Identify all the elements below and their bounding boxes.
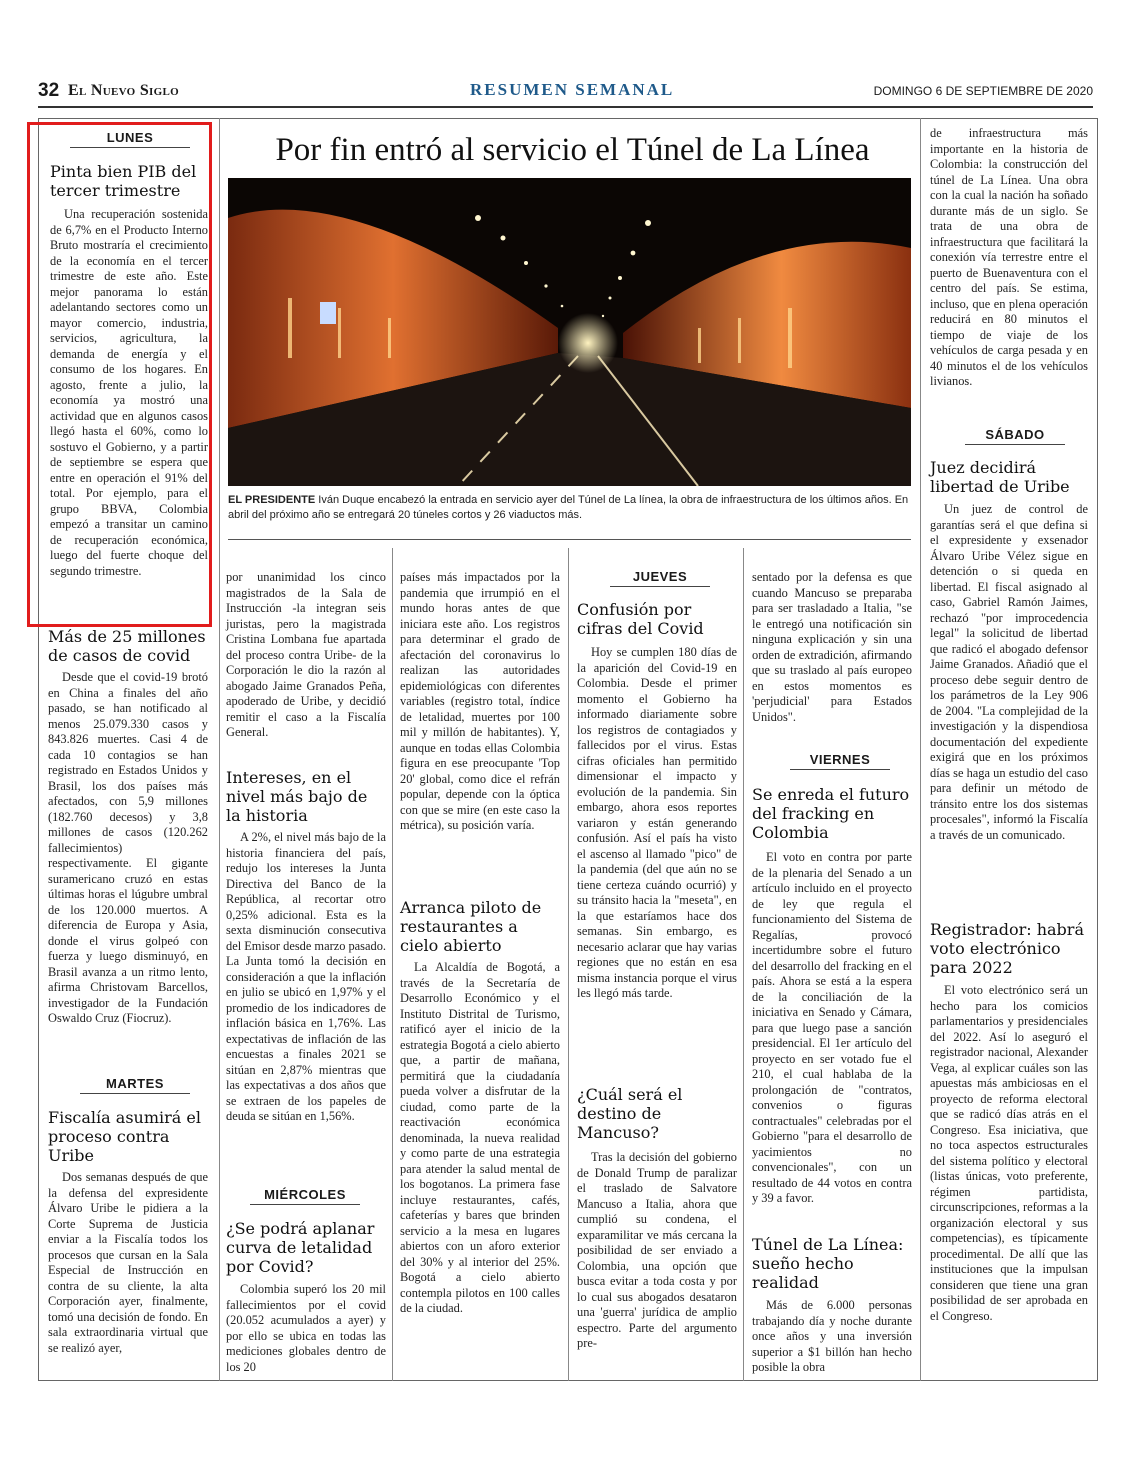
article-piloto: La Alcaldía de Bogotá, a través de la Secretaría de Desarrollo Económico y el Instituto Distrital de Turismo, ratificó ayer el inicio de la estrategia Bogotá a cielo abierto que, a partir de mañana, permitirá que la ciudadanía pueda volver a disfrutar de la ciudad, como parte de la reactivación económica denominada, la nueva realidad y como parte de una estrategia para atender la salud mental de los bogotanos. La primera fase incluye restaurantes, cafés, cafeterías y bares que brinden servicio a la mesa en lugares abiertos con un aforo exterior del 30% y al interior del 25%. Bogotá a cielo abierto contempla pilotos en 100 calles de la ciudad. [400,960,560,1315]
tunnel-image [228,178,911,486]
tunnel-photo [228,178,911,486]
section-title: RESUMEN SEMANAL [470,80,675,99]
article-fiscalia: Dos semanas después de que la defensa del expresidente Álvaro Uribe le pidiera a la Corte Suprema de Justicia enviar a la Fiscalía todos los procesos que cursan en la Sala Especial de Instrucción en contra de su cliente, la alta Corporación ayer, finalmente, tomó una decisión de fondo. En sala extraordinaria virtual que se realizó ayer, [48,1170,208,1355]
main-headline: Por fin entró al servicio el Túnel de La Línea [275,132,870,168]
headline-fiscalia: Fiscalía asumirá el proceso contra Uribe [48,1108,201,1165]
headline-covid: Más de 25 millones de casos de covid [48,627,206,665]
article-intereses: A 2%, el nivel más bajo de la historia financiera del país, redujo los intereses la Junta Directiva del Banco de la República, al recortar otro 0,25% adicional. Esta es la sexta disminución consecutiva del Emisor desde marzo pasado. La Junta tomó la decisión en consideración a que la inflación en julio se ubicó en 1,97% y el promedio de los indicadores de inflación básica en 1,76%. Las expectativas de inflación de las encuestas a finales 2021 se sitúan en 2,87% mientras que las expectativas a dos años que se extraen de los papeles de deuda se sitúan en 1,56%. [226,830,386,1123]
column-rule [743,548,744,1381]
headline-registrador: Registrador: habrá voto electrónico para 2022 [930,920,1084,977]
headline-cifras: Confusión por cifras del Covid [577,600,704,638]
column-rule [920,118,921,1381]
article-mancuso-continued: sentado por la defensa es que cuando Mancuso se preparaba para ser trasladado a Italia, "se le entregó una notificación sin ninguna explicación y sin una orden de extradición, afirmando que su traslado al país europeo en estos momentos es 'perjudicial' para Estados Unidos". [752,570,912,724]
headline-curva: ¿Se podrá aplanar curva de letalidad por Covid? [226,1219,375,1276]
headline-mancuso: ¿Cuál será el destino de Mancuso? [577,1085,683,1142]
article-covid: Desde que el covid-19 brotó en China a finales del año pasado, se han notificado al menos 25.079.330 casos y 843.826 muertes. Casi 4 de cada 10 contagios se han registrado en Estados Unidos y Brasil, los dos países más afectados, con 5,9 millones (182.760 decesos) y 3,8 millones de casos (120.262 fallecimientos) respectivamente. El gigante suramericano cruzó en estas últimas horas el lúgubre umbral de los 120.000 muertos. A diferencia de Europa y Asia, donde el virus golpeó con fuerza y luego disminuyó, en Brasil avanza a un ritmo lento, afirma Christovam Barcellos, investigador de la Fundación Oswaldo Cruz (Fiocruz). [48,670,208,1025]
header-rule [38,106,1093,108]
photo-caption [228,493,911,523]
page-number: 32 [38,80,60,101]
caption-rule [228,539,911,540]
article-juez: Un juez de control de garantías será el que defina si el expresidente y exsenador Álvaro Uribe Vélez sigue en detención o si queda en libertad. El fiscal asignado al caso, Gabriel Ramón Jaimes, rechazó "por improcedencia legal" la solicitud de libertad que radicó el abogado defensor Jaime Granados. Añadió que el proceso debe seguir dentro de los parámetros de la Ley 906 de 2004. "La complejidad de la investigación y la dispendiosa documentación del expediente exigirá que en los próximos días se haga un estudio del caso para definir un método de tránsito entre los dos sistemas procesales", informó la Fiscalía a través de un comunicado. [930,502,1088,842]
dateline: DOMINGO 6 DE SEPTIEMBRE DE 2020 [873,84,1093,98]
column-rule [392,548,393,1381]
article-mancuso: Tras la decisión del gobierno de Donald Trump de paralizar el traslado de Salvatore Mancuso a Italia, ahora que cumplió su condena, el exparamilitar ve más cercana la posibilidad de ser enviado a Colombia, una opción que busca evitar a toda costa y por lo cual sus abogados desataron una 'guerra' jurídica de amplio espectro. Parte del argumento pre- [577,1150,737,1350]
article-cifras: Hoy se cumplen 180 días de la aparición del Covid-19 en Colombia. Desde el primer momento el Gobierno ha informado diariamente sobre los registros de contagiados y fallecidos por el virus. Estas cifras oficiales han permitido dimensionar el impacto y evolución de la pandemia. Sin embargo, ahora esos reportes variaron y están generando confusión. Así el país ha visto el ascenso al llamado "pico" de la pandemia (del que aún no se tiene certeza cuándo ocurrió) y su tránsito hacia la "meseta", en la que estaríamos hace dos semanas. Sin embargo, es necesario aclarar que hay varias regiones que no están en esa misma instancia porque el virus les llegó más tarde. [577,645,737,1000]
article-tunel-continued: de infraestructura más importante en la historia de Colombia: la construcción del túnel de La Línea. Una obra con la cual la nación ha soñado durante más de un siglo. Se trata de una obra de infraestructura que facilitará la conexión vía terrestre entre el puerto de Buenaventura con el centro del país. Se estima, incluso, que en plena operación reducirá en 80 minutos el tiempo de viaje de los vehículos de carga pesada y en 40 minutos el de los vehículos livianos. [930,126,1088,388]
headline-tunel: Túnel de La Línea: sueño hecho realidad [752,1235,904,1292]
day-label-lunes: LUNES [70,130,190,148]
day-label-miercoles: MIÉRCOLES [250,1187,360,1205]
masthead: El Nuevo Siglo [68,82,179,99]
headline-intereses: Intereses, en el nivel más bajo de la historia [226,768,368,825]
article-curva: Colombia superó los 20 mil fallecimientos por el covid (20.052 acumulados a ayer) y por ello se ubica en todas las mediciones globales dentro de los 20 [226,1282,386,1374]
headline-juez: Juez decidirá libertad de Uribe [930,458,1070,496]
article-tunel: Más de 6.000 personas trabajando día y noche durante once años y una inversión superior a $1 billón han hecho posible la obra [752,1298,912,1374]
caption-lead: EL PRESIDENTE [228,494,316,506]
article-pib: Una recuperación sostenida de 6,7% en el Producto Interno Bruto mostraría el crecimiento de la economía en el tercer trimestre de este año. Este mejor panorama lo están adelantando sectores como un mayor comercio, industria, servicios, agricultura, la demanda de energía y el consumo de los hogares. En agosto, frente a julio, la economía ya mostró una actividad que en algunos casos llegó hasta el 60%, como lo sostuvo el Gobierno, y a partir de septiembre se espera que entre en operación el 91% del total. Por ejemplo, para el grupo BBVA, Colombia empezó a transitar un camino de recuperación económica, luego del fuerte choque del segundo trimestre. [50,207,208,578]
day-label-jueves: JUEVES [610,569,710,587]
article-curva-continued: países más impactados por la pandemia que irrumpió en el mundo horas antes de que iniciara este año. Los registros para determinar el grado de afectación del coronavirus lo realizan las autoridades epidemiológicas con diferentes variables (registro total, índice de letalidad, muertes por 100 mil y millón de habitantes). Y, aunque en todas ellas Colombia figura en ese preocupante 'Top 20' global, como dice el refrán popular, depende con la óptica con que se mire (en este caso la métrica), su posición varía. [400,570,560,832]
article-registrador: El voto electrónico será un hecho para los comicios parlamentarios y presidenciales del 2022. Así lo aseguró el registrador nacional, Alexander Vega, al explicar cuáles son las apuestas más ambiciosas en el proyecto de reforma electoral que se radicó días atrás en el Congreso. Esa iniciativa, que no toca aspectos estructurales del sistema político y electoral (listas únicas, voto preferente, régimen partidista, circunscripciones, reformas a la organización electoral y sus competencias), es típicamente procedimental. De allí que las instituciones que la impulsan consideren que tiene una gran posibilidad de ser aprobada en el Congreso. [930,983,1088,1323]
day-label-sabado: SÁBADO [965,427,1065,445]
column-rule [568,548,569,1381]
caption-text: Iván Duque encabezó la entrada en servicio ayer del Túnel de La línea, la obra de infraestructura de los últimos años. En abril del próximo año se entregará 20 túneles cortos y 26 viaductos más. [228,494,909,521]
day-label-martes: MARTES [80,1076,190,1094]
column-rule [219,118,220,1381]
headline-fracking: Se enreda el futuro del fracking en Colombia [752,785,910,842]
headline-pib: Pinta bien PIB del tercer trimestre [50,162,197,200]
article-fiscalia-continued: por unanimidad los cinco magistrados de la Sala de Instrucción -la integran seis juristas, pero la magistrada Cristina Lombana fue apartada del proceso contra Uribe- de la Corporación le dio la razón al abogado Jaime Granados Peña, apoderado de Uribe, y decidió remitir el caso a la Fiscalía General. [226,570,386,739]
article-fracking: El voto en contra por parte de la plenaria del Senado a un artículo incluido en el proyecto de ley que regula el funcionamiento del Sistema de Regalías, provocó incertidumbre sobre el futuro del desarrollo del fracking en el país. Ahora se está a la espera de la conciliación de la iniciativa en Senado y Cámara, para que luego pase a sanción presidencial. El 1er artículo del proyecto en ser votado fue el 210, el cual hablaba de la prolongación de "contratos, convenios o figuras contractuales" celebradas por el Gobierno "para el desarrollo de yacimientos no convencionales", con un resultado de 44 votos en contra y 39 a favor. [752,850,912,1205]
headline-piloto: Arranca piloto de restaurantes a cielo abierto [400,898,542,955]
day-label-viernes: VIERNES [790,752,890,770]
